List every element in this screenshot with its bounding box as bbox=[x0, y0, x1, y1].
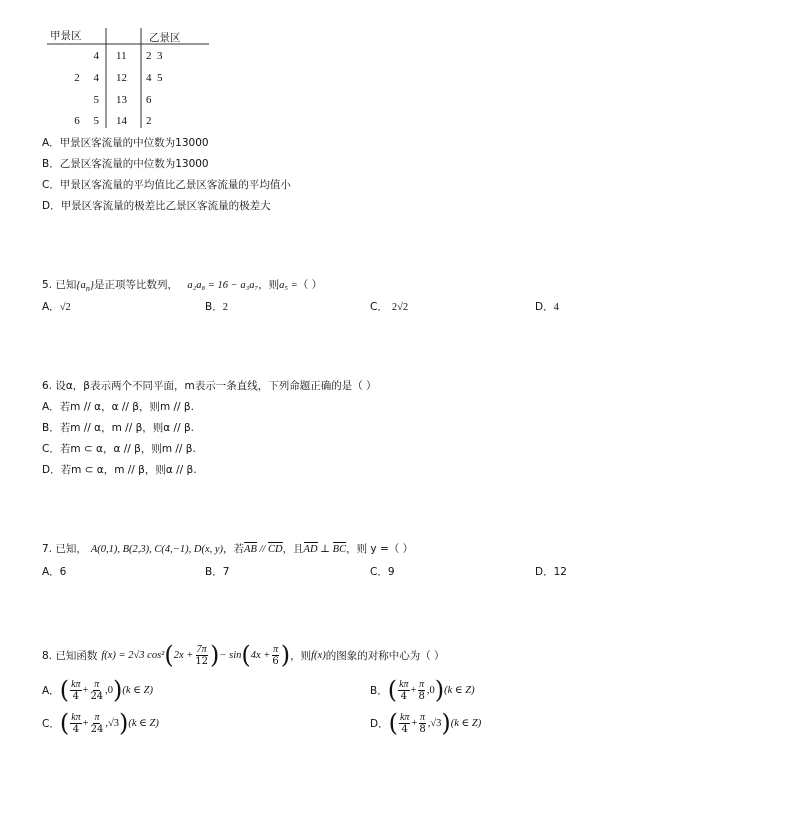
q5-option-b: B．2 bbox=[205, 301, 228, 313]
q8-frac-7pi-12: $\frac{7\pi}{12}$ bbox=[195, 643, 209, 667]
q8-option-a: A． ( $\frac{k\pi}{4}$ + $\frac{\pi}{24}$ , 0 ) (k ∈ Z) bbox=[42, 676, 153, 704]
q7-cond2: ，且 bbox=[282, 543, 304, 555]
leaf-right-row-1: 2 3 bbox=[146, 50, 163, 62]
q6-option-a: A．若m // α，α // β，则m // β. bbox=[42, 401, 194, 413]
q8-frac-pi-6: $\frac{\pi}{6}$ bbox=[272, 643, 279, 667]
q8-option-b: B． ( $\frac{k\pi}{4}$ + $\frac{\pi}{8}$ , 0 ) (k ∈ Z) bbox=[370, 676, 475, 704]
q6-option-c: C．若m ⊂ α，α // β，则m // β. bbox=[42, 443, 196, 455]
q5-option-d: D．4 bbox=[535, 301, 559, 313]
q7-option-b: B．7 bbox=[205, 566, 230, 578]
leaf-left-row-3: 5 bbox=[93, 94, 99, 106]
stem-row-1: 11 bbox=[116, 50, 127, 62]
q5-prefix: 5. 已知 bbox=[42, 279, 77, 291]
stem-row-2: 12 bbox=[116, 72, 127, 84]
q7-points: A(0,1), B(2,3), C(4,−1), D(x, y) bbox=[90, 544, 224, 555]
q7-stem bbox=[42, 541, 413, 556]
q7-option-c: C．9 bbox=[370, 566, 395, 578]
q7-vector-bc: BC bbox=[332, 544, 347, 555]
q7-vector-cd: CD bbox=[267, 544, 283, 555]
q5-mid: 是正项等比数列， bbox=[94, 279, 179, 291]
q8-option-c: C． ( $\frac{k\pi}{4}$ + $\frac{\pi}{24}$ , √3 ) (k ∈ Z) bbox=[42, 709, 159, 737]
q7-prefix: 7. 已知， bbox=[42, 543, 87, 555]
q8-prefix: 8. 已知函数 bbox=[42, 649, 98, 662]
q8-fx: f(x) bbox=[311, 649, 326, 661]
right-header: 乙景区 bbox=[149, 32, 181, 44]
q8-option-d: D． ( $\frac{k\pi}{4}$ + $\frac{\pi}{8}$ , √3 ) (k ∈ Z) bbox=[370, 709, 482, 737]
q5-then: ，则 bbox=[258, 279, 280, 291]
q4-option-c: C．甲景区客流量的平均值比乙景区客流量的平均值小 bbox=[42, 179, 291, 191]
stem-row-4: 14 bbox=[116, 115, 127, 127]
leaf-right-row-4: 2 bbox=[146, 115, 152, 127]
stem-leaf-plot bbox=[44, 24, 214, 132]
stem-row-3: 13 bbox=[116, 94, 127, 106]
q4-option-b: B．乙景区客流量的中位数为13000 bbox=[42, 158, 209, 170]
q8-function: f(x) = 2√3 cos² bbox=[101, 649, 165, 661]
q6-option-d: D．若m ⊂ α，m // β，则α // β. bbox=[42, 464, 197, 476]
q5-seq: $\{a_n\}$ bbox=[76, 280, 95, 294]
left-header: 甲景区 bbox=[50, 30, 82, 42]
q5-stem bbox=[42, 277, 322, 293]
leaf-left-row-4: 6 5 bbox=[74, 115, 99, 127]
q4-option-a: A．甲景区客流量的中位数为13000 bbox=[42, 137, 209, 149]
q7-ask: ，则 y = bbox=[346, 543, 389, 555]
q8-minus-sin: − sin bbox=[219, 649, 242, 661]
q7-vector-ab: AB bbox=[244, 544, 257, 555]
q7-option-a: A．6 bbox=[42, 566, 67, 578]
q7-bracket: （ ） bbox=[388, 543, 414, 555]
q6-option-b: B．若m // α，m // β，则α // β. bbox=[42, 422, 194, 434]
q8-suffix: 的图象的对称中心为（ ） bbox=[325, 649, 445, 662]
q6-stem: 6. 设α，β表示两个不同平面，m表示一条直线，下列命题正确的是（ ） bbox=[42, 380, 377, 392]
q8-suffix-pre: ，则 bbox=[290, 649, 312, 662]
q7-parallel: // bbox=[256, 544, 268, 555]
q7-cond1: ，若 bbox=[223, 543, 245, 555]
q5-bracket: （ ） bbox=[297, 279, 323, 291]
leaf-left-row-2: 2 4 bbox=[74, 72, 99, 84]
q8-arg2: 4x + bbox=[250, 649, 271, 661]
q7-vector-ad: AD bbox=[303, 544, 318, 555]
q5-ask: a₅ = bbox=[279, 280, 298, 291]
leaf-right-row-2: 4 5 bbox=[146, 72, 163, 84]
q5-equation: a₂a₈ = 16 − a₃a₇ bbox=[187, 280, 259, 291]
q5-option-c: C． 2√2 bbox=[370, 301, 409, 313]
q5-option-a: A．√2 bbox=[42, 301, 71, 313]
q8-arg1: 2x + bbox=[173, 649, 194, 661]
q8-stem: 8. 已知函数 f(x) = 2√3 cos² ( 2x + $\frac{7\pi}{12}$ ) − sin ( 4x + $\frac{\pi}{6}$ ) ，则 f(x) 的图象的对称中心为（ ） bbox=[42, 641, 445, 669]
q7-option-d: D．12 bbox=[535, 566, 567, 578]
leaf-left-row-1: 4 bbox=[93, 50, 99, 62]
leaf-right-row-3: 6 bbox=[146, 94, 152, 106]
q7-perp: ⊥ bbox=[317, 544, 333, 555]
q4-option-d: D．甲景区客流量的极差比乙景区客流量的极差大 bbox=[42, 200, 271, 212]
